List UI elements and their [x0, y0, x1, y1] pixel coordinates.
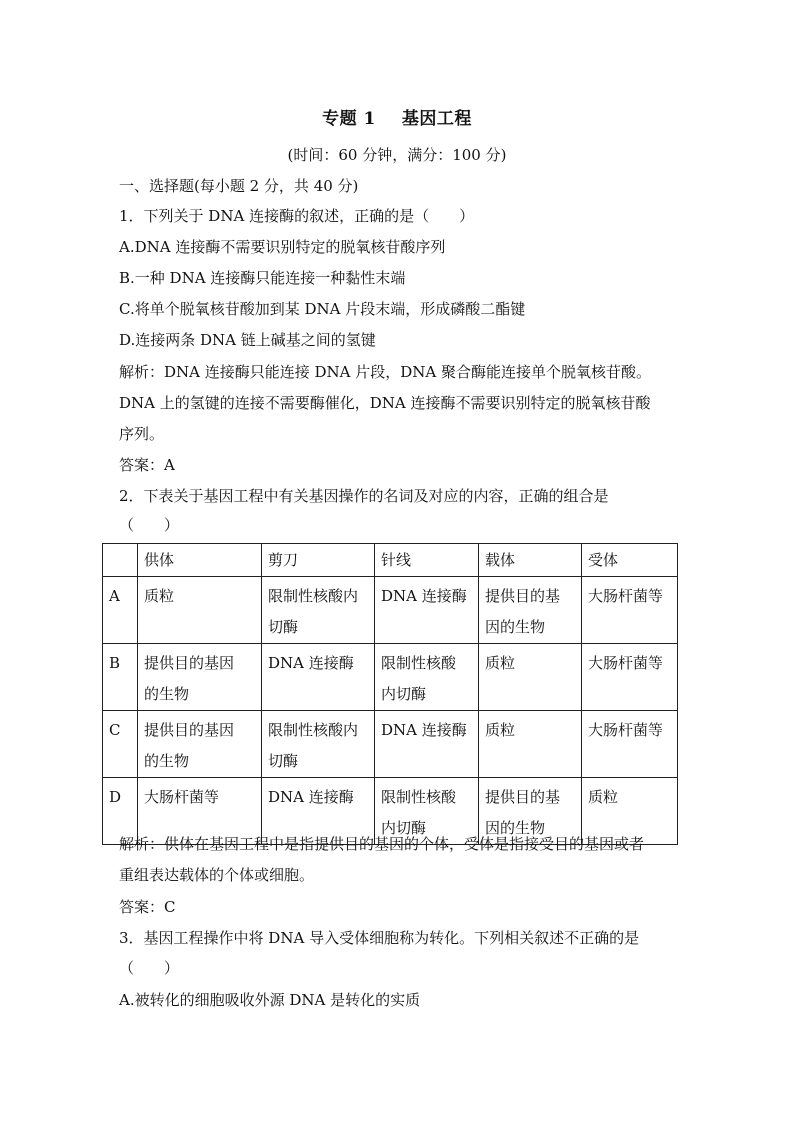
table-cell	[582, 711, 678, 778]
row-label: D	[103, 778, 138, 845]
cell-text: 因的生物	[485, 819, 546, 837]
q1-explanation-line1: 解析：DNA 连接酶只能连接 DNA 片段，DNA 聚合酶能连接单个脱氧核苷酸。	[119, 363, 652, 381]
page-title	[0, 104, 794, 129]
cell-text: 限制性核酸	[381, 788, 457, 806]
cell-text: 提供目的基	[485, 788, 561, 806]
cell-text: 限制性核酸内	[268, 587, 359, 605]
q2-answer: 答案：C	[119, 898, 176, 916]
exam-info: (时间：60 分钟，满分：100 分)	[287, 146, 507, 164]
cell-text: 限制性核酸	[381, 654, 457, 672]
q1-explanation-line3: 序列。	[119, 425, 165, 443]
cell-text: 的生物	[144, 685, 190, 703]
table-row	[103, 711, 678, 778]
cell-text: 内切酶	[381, 685, 427, 703]
table-cell	[479, 577, 582, 644]
cell-text: 大肠杆菌等	[588, 654, 664, 672]
table-header-cell: 受体	[582, 544, 678, 577]
cell-text: 提供目的基	[485, 587, 561, 605]
table-header-cell: 载体	[479, 544, 582, 577]
cell-text: 内切酶	[381, 819, 427, 837]
table-header-cell: 供体	[138, 544, 262, 577]
table-cell	[582, 577, 678, 644]
cell-text: 大肠杆菌等	[144, 788, 220, 806]
table-cell	[262, 711, 375, 778]
cell-text: 质粒	[144, 587, 175, 605]
q1-stem: 1．下列关于 DNA 连接酶的叙述，正确的是（ ）	[119, 207, 475, 225]
q3-stem-line2: （ ）	[119, 959, 180, 977]
table-cell	[138, 711, 262, 778]
cell-text: 提供目的基因	[144, 654, 235, 672]
cell-text: 大肠杆菌等	[588, 721, 664, 739]
section-heading: 一、选择题(每小题 2 分，共 40 分)	[119, 177, 359, 195]
q2-stem-line1: 2．下表关于基因工程中有关基因操作的名词及对应的内容，正确的组合是	[119, 487, 609, 505]
cell-text: DNA 连接酶	[268, 654, 354, 672]
cell-text: 的生物	[144, 752, 190, 770]
table-cell	[479, 644, 582, 711]
q1-option-d: D.连接两条 DNA 链上碱基之间的氢键	[119, 331, 376, 349]
cell-text: 因的生物	[485, 618, 546, 636]
cell-text: 质粒	[485, 721, 516, 739]
table-row	[103, 577, 678, 644]
q1-explanation-line2: DNA 上的氢键的连接不需要酶催化，DNA 连接酶不需要识别特定的脱氧核苷酸	[119, 394, 651, 412]
q1-option-a: A.DNA 连接酶不需要识别特定的脱氧核苷酸序列	[119, 238, 446, 256]
cell-text: 切酶	[268, 618, 299, 636]
q1-option-c: C.将单个脱氧核苷酸加到某 DNA 片段末端，形成磷酸二酯键	[119, 300, 526, 318]
table-cell	[262, 577, 375, 644]
q2-explanation-line2: 重组表达载体的个体或细胞。	[119, 866, 315, 884]
cell-text: 切酶	[268, 752, 299, 770]
row-label: A	[103, 577, 138, 644]
cell-text: 限制性核酸内	[268, 721, 359, 739]
row-label: C	[103, 711, 138, 778]
table-cell	[479, 711, 582, 778]
table-header-cell	[103, 544, 138, 577]
q1-answer: 答案：A	[119, 456, 175, 474]
title-topic-number: 专题 1	[322, 109, 376, 129]
q2-stem-line2: （ ）	[119, 516, 180, 534]
cell-text: 提供目的基因	[144, 721, 235, 739]
table-header-row	[103, 544, 678, 577]
cell-text: 质粒	[588, 788, 619, 806]
cell-text: 大肠杆菌等	[588, 587, 664, 605]
cell-text: DNA 连接酶	[381, 587, 467, 605]
cell-text: DNA 连接酶	[381, 721, 467, 739]
q1-option-b: B.一种 DNA 连接酶只能连接一种黏性末端	[119, 269, 406, 287]
table-header-cell: 剪刀	[262, 544, 375, 577]
table-cell	[375, 644, 479, 711]
table-row	[103, 644, 678, 711]
table-cell	[138, 577, 262, 644]
table-header-cell: 针线	[375, 544, 479, 577]
table-cell	[375, 711, 479, 778]
row-label: B	[103, 644, 138, 711]
cell-text: 质粒	[485, 654, 516, 672]
q3-option-a: A.被转化的细胞吸收外源 DNA 是转化的实质	[119, 991, 421, 1009]
q2-explanation-line1: 解析：供体在基因工程中是指提供目的基因的个体，受体是指接受目的基因或者	[119, 835, 645, 853]
cell-text: DNA 连接酶	[268, 788, 354, 806]
table-cell	[375, 577, 479, 644]
table-cell	[262, 644, 375, 711]
table-cell	[582, 644, 678, 711]
title-topic-name: 基因工程	[401, 109, 472, 129]
q2-table	[102, 543, 678, 845]
q3-stem-line1: 3．基因工程操作中将 DNA 导入受体细胞称为转化。下列相关叙述不正确的是	[119, 929, 640, 947]
table-cell	[138, 644, 262, 711]
